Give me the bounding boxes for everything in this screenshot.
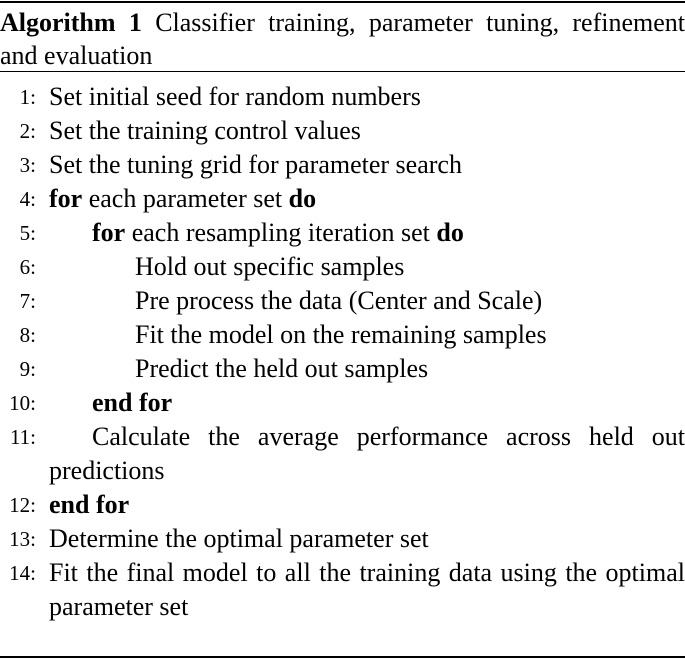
line-text: [49, 182, 685, 216]
line-number: 8:: [19, 323, 36, 347]
line-number: 4:: [19, 187, 36, 211]
line-number: 13:: [9, 527, 36, 551]
algorithm-line: [0, 80, 685, 114]
line-number: 12:: [9, 493, 36, 517]
keyword-do: do: [436, 218, 464, 247]
bottom-rule: [0, 656, 685, 658]
keyword-for: for: [92, 218, 126, 247]
algorithm-line: [0, 182, 685, 216]
line-number: 6:: [19, 255, 36, 279]
line-body: each resampling iteration set: [125, 218, 437, 247]
line-text: Fit the model on the remaining samples: [135, 320, 547, 349]
line-text: [92, 216, 685, 250]
line-number: 9:: [19, 357, 36, 381]
algorithm-label: Algorithm 1: [0, 8, 142, 37]
algorithm-line: [0, 318, 685, 352]
line-text: Pre process the data (Center and Scale): [135, 286, 543, 315]
line-body: each parameter set: [82, 184, 289, 213]
line-number: 1:: [19, 85, 36, 109]
algorithm-line: [0, 386, 685, 420]
line-number: 2:: [19, 119, 36, 143]
line-number: 14:: [9, 561, 36, 585]
line-text: Calculate the average performance across held out predictions: [49, 422, 685, 485]
algorithm-line: [0, 148, 685, 182]
caption-rule: [0, 71, 685, 72]
line-text: Predict the held out samples: [135, 354, 429, 383]
line-number: 3:: [19, 153, 36, 177]
algorithm-line: [0, 522, 685, 556]
algorithm-line: [0, 420, 685, 488]
algorithm-lines: [0, 80, 685, 624]
line-number: 10:: [9, 391, 36, 415]
algorithm-line: [0, 114, 685, 148]
line-text: Hold out specific samples: [135, 252, 405, 281]
top-rule: [0, 1, 685, 3]
line-number: 11:: [9, 425, 36, 449]
line-text: Fit the final model to all the training data using the optimal parameter set: [49, 558, 685, 621]
algorithm-line: [0, 250, 685, 284]
algorithm-line: [0, 488, 685, 522]
line-number: 7:: [19, 289, 36, 313]
line-text: Determine the optimal parameter set: [49, 524, 429, 553]
line-text: Set the tuning grid for parameter search: [49, 150, 462, 179]
line-text: [92, 386, 685, 420]
algorithm-caption: [0, 6, 685, 72]
line-text: Set the training control values: [49, 116, 361, 145]
algorithm-line: [0, 352, 685, 386]
line-number: 5:: [19, 221, 36, 245]
algorithm-title: Classifier training, parameter tuning, refinement and evaluation: [0, 8, 685, 70]
keyword-end-for: end for: [49, 490, 130, 519]
keyword-end-for: end for: [92, 388, 173, 417]
keyword-do: do: [288, 184, 317, 213]
keyword-for: for: [49, 184, 83, 213]
algorithm-line: [0, 216, 685, 250]
line-text: Set initial seed for random numbers: [49, 82, 421, 111]
algorithm-line: [0, 556, 685, 624]
algorithm-line: [0, 284, 685, 318]
line-text: [49, 488, 685, 522]
